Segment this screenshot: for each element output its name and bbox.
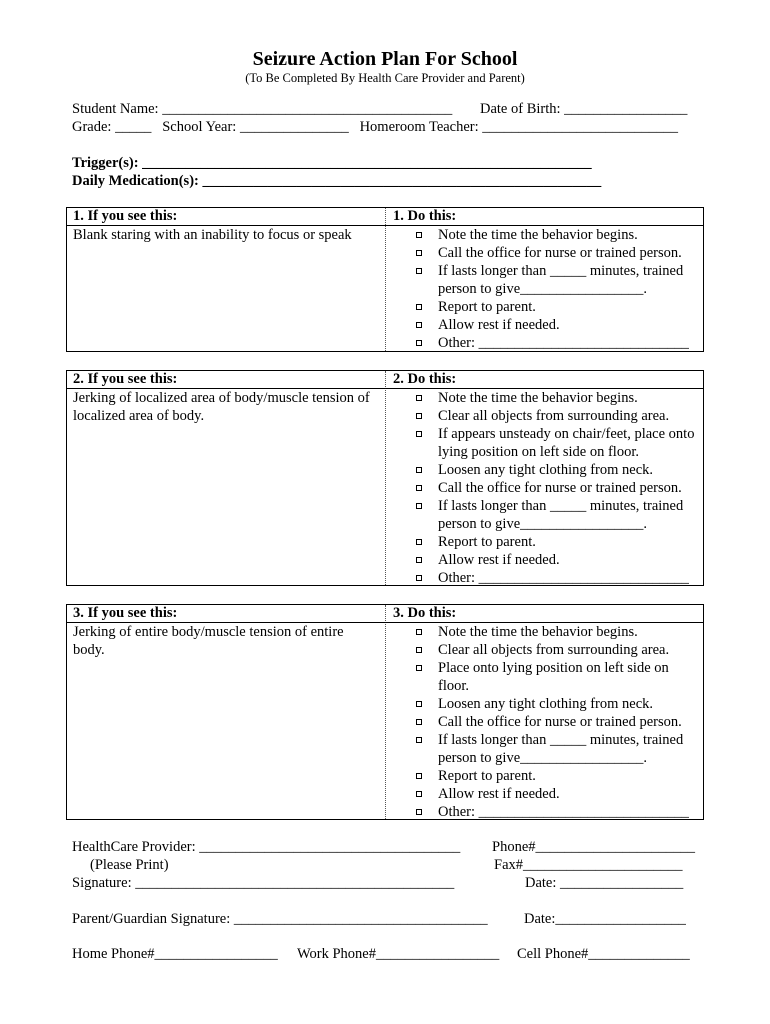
checkbox-icon[interactable] <box>416 809 422 815</box>
action-text: Other: _____________________________ <box>438 804 689 820</box>
action-text: Allow rest if needed. <box>438 786 560 802</box>
checkbox-icon[interactable] <box>416 539 422 545</box>
checkbox-icon[interactable] <box>416 413 422 419</box>
checkbox-icon[interactable] <box>416 304 422 310</box>
provider-signature-field[interactable]: Signature: ____________________________________________ <box>72 875 455 891</box>
checkbox-icon[interactable] <box>416 773 422 779</box>
checkbox-icon[interactable] <box>416 395 422 401</box>
action-item[interactable] <box>413 407 703 425</box>
action-item[interactable] <box>413 641 703 659</box>
checkbox-icon[interactable] <box>416 232 422 238</box>
checkbox-icon[interactable] <box>416 322 422 328</box>
checkbox-icon[interactable] <box>416 629 422 635</box>
provider-fax-field[interactable]: Fax#______________________ <box>494 857 683 873</box>
checkbox-icon[interactable] <box>416 503 422 509</box>
symptom-description: Blank staring with an inability to focus or speak <box>73 227 352 243</box>
checkbox-icon[interactable] <box>416 737 422 743</box>
student-name-field[interactable]: Student Name: ________________________________________ <box>72 101 453 117</box>
checkbox-icon[interactable] <box>416 575 422 581</box>
date-of-birth-field[interactable]: Date of Birth: _________________ <box>480 101 688 117</box>
if-you-see-heading: 3. If you see this: <box>73 605 178 621</box>
action-text: Other: _____________________________ <box>438 335 689 351</box>
action-item[interactable] <box>413 389 703 407</box>
action-item[interactable] <box>413 316 703 334</box>
action-item[interactable] <box>413 226 703 244</box>
seizure-section-1 <box>66 207 704 352</box>
action-item[interactable] <box>413 767 703 785</box>
action-text: Clear all objects from surrounding area. <box>438 642 670 658</box>
if-you-see-heading: 2. If you see this: <box>73 371 178 387</box>
action-item[interactable] <box>413 334 703 352</box>
column-divider <box>385 371 386 585</box>
action-text: Report to parent. <box>438 534 536 550</box>
column-divider <box>385 605 386 819</box>
action-item[interactable] <box>413 659 703 695</box>
seizure-section-3 <box>66 604 704 820</box>
provider-phone-field[interactable]: Phone#______________________ <box>492 839 695 855</box>
action-text: Call the office for nurse or trained person. <box>438 480 682 496</box>
daily-medications-field[interactable]: Daily Medication(s): _______________________________________________________ <box>72 173 602 189</box>
action-text: Call the office for nurse or trained person. <box>438 714 682 730</box>
seizure-section-2 <box>66 370 704 586</box>
action-text: Other: _____________________________ <box>438 570 689 586</box>
form-subtitle: (To Be Completed By Health Care Provider and Parent) <box>245 71 525 85</box>
action-text: Call the office for nurse or trained person. <box>438 245 682 261</box>
checkbox-icon[interactable] <box>416 268 422 274</box>
parent-signature-field[interactable]: Parent/Guardian Signature: ___________________________________ <box>72 911 488 927</box>
action-text: Report to parent. <box>438 768 536 784</box>
action-text: Loosen any tight clothing from neck. <box>438 696 654 712</box>
action-item[interactable] <box>413 569 703 587</box>
action-item[interactable] <box>413 262 703 298</box>
do-this-heading: 3. Do this: <box>393 605 457 621</box>
action-item[interactable] <box>413 479 703 497</box>
provider-date-field[interactable]: Date: _________________ <box>525 875 684 891</box>
action-item[interactable] <box>413 731 703 767</box>
work-phone-field[interactable]: Work Phone#_________________ <box>297 946 500 962</box>
action-item[interactable] <box>413 244 703 262</box>
checkbox-icon[interactable] <box>416 647 422 653</box>
action-text: If lasts longer than _____ minutes, trained person to give_________________. <box>438 732 684 766</box>
home-phone-field[interactable]: Home Phone#_________________ <box>72 946 278 962</box>
action-text: Place onto lying position on left side on floor. <box>438 660 669 694</box>
action-checklist <box>413 623 703 821</box>
action-text: Loosen any tight clothing from neck. <box>438 462 654 478</box>
action-item[interactable] <box>413 551 703 569</box>
if-you-see-heading: 1. If you see this: <box>73 208 178 224</box>
action-item[interactable] <box>413 803 703 821</box>
action-checklist <box>413 389 703 587</box>
symptom-description: Jerking of entire body/muscle tension of entire body. <box>73 624 344 658</box>
action-text: If appears unsteady on chair/feet, place onto lying position on left side on floor. <box>438 426 695 460</box>
form-title: Seizure Action Plan For School <box>252 48 518 70</box>
action-text: Allow rest if needed. <box>438 552 560 568</box>
checkbox-icon[interactable] <box>416 340 422 346</box>
column-divider <box>385 208 386 351</box>
checkbox-icon[interactable] <box>416 467 422 473</box>
action-text: If lasts longer than _____ minutes, trained person to give_________________. <box>438 498 684 532</box>
checkbox-icon[interactable] <box>416 431 422 437</box>
action-item[interactable] <box>413 497 703 533</box>
action-text: If lasts longer than _____ minutes, trained person to give_________________. <box>438 263 684 297</box>
action-item[interactable] <box>413 461 703 479</box>
do-this-heading: 1. Do this: <box>393 208 457 224</box>
checkbox-icon[interactable] <box>416 250 422 256</box>
action-text: Note the time the behavior begins. <box>438 390 638 406</box>
checkbox-icon[interactable] <box>416 701 422 707</box>
checkbox-icon[interactable] <box>416 557 422 563</box>
triggers-field[interactable]: Trigger(s): ______________________________________________________________ <box>72 155 592 171</box>
grade-year-teacher-line[interactable]: Grade: _____ School Year: _______________ Homeroom Teacher: ___________________________ <box>72 119 679 135</box>
action-text: Allow rest if needed. <box>438 317 560 333</box>
action-item[interactable] <box>413 298 703 316</box>
action-item[interactable] <box>413 695 703 713</box>
action-item[interactable] <box>413 533 703 551</box>
action-text: Report to parent. <box>438 299 536 315</box>
please-print-note: (Please Print) <box>90 857 169 873</box>
action-text: Note the time the behavior begins. <box>438 227 638 243</box>
action-item[interactable] <box>413 713 703 731</box>
checkbox-icon[interactable] <box>416 791 422 797</box>
action-item[interactable] <box>413 425 703 461</box>
symptom-description: Jerking of localized area of body/muscle tension of localized area of body. <box>73 390 370 424</box>
cell-phone-field[interactable]: Cell Phone#______________ <box>517 946 690 962</box>
parent-date-field[interactable]: Date:__________________ <box>524 911 686 927</box>
action-checklist <box>413 226 703 352</box>
do-this-heading: 2. Do this: <box>393 371 457 387</box>
action-item[interactable] <box>413 623 703 641</box>
action-item[interactable] <box>413 785 703 803</box>
checkbox-icon[interactable] <box>416 485 422 491</box>
healthcare-provider-field[interactable]: HealthCare Provider: ____________________________________ <box>72 839 461 855</box>
action-text: Note the time the behavior begins. <box>438 624 638 640</box>
action-text: Clear all objects from surrounding area. <box>438 408 670 424</box>
checkbox-icon[interactable] <box>416 719 422 725</box>
checkbox-icon[interactable] <box>416 665 422 671</box>
